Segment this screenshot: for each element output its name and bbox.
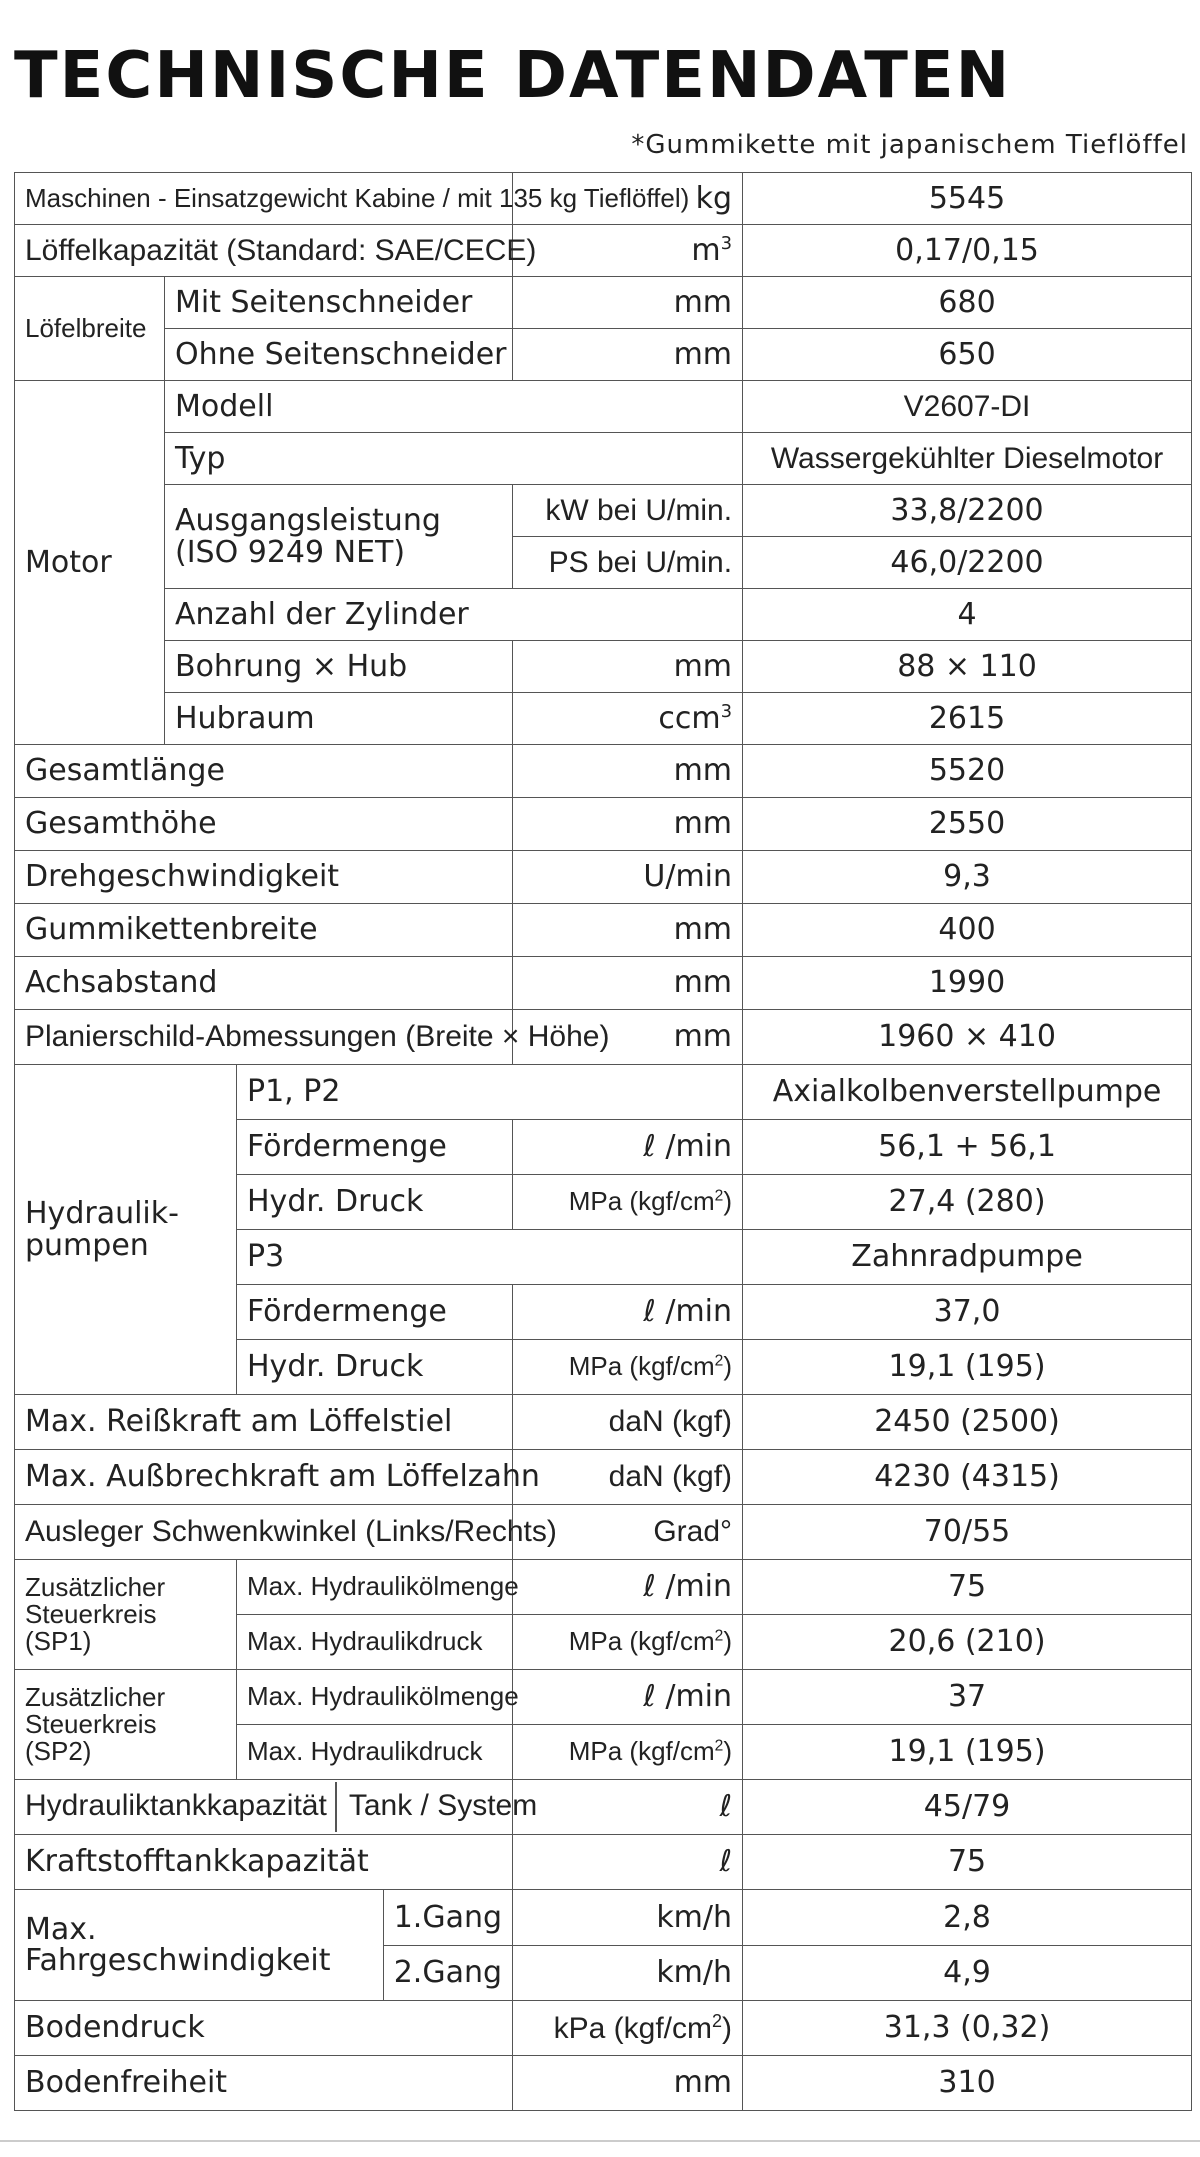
row-value: 0,17/0,15 — [743, 225, 1192, 277]
row-label: Mit Seitenschneider — [165, 277, 513, 329]
row-label: Fördermenge — [237, 1285, 513, 1340]
row-label: P1, P2 — [237, 1065, 743, 1120]
row-label: Maschinen - Einsatzgewicht Kabine / mit 135 kg Tieflöffel) — [15, 173, 513, 225]
table-row — [15, 433, 1192, 485]
row-label: Hydr. Druck — [237, 1340, 513, 1395]
row-value: 45/79 — [743, 1780, 1192, 1835]
row-label: Kraftstofftankkapazität — [15, 1835, 513, 1890]
table-row — [15, 1505, 1192, 1560]
row-unit: mm — [513, 798, 743, 851]
row-unit: daN (kgf) — [513, 1450, 743, 1505]
row-value: 1990 — [743, 957, 1192, 1010]
row-value: 75 — [743, 1835, 1192, 1890]
row-value: 4 — [743, 589, 1192, 641]
row-unit: ℓ — [513, 1835, 743, 1890]
row-label: Bodenfreiheit — [15, 2056, 513, 2111]
table-row — [15, 1890, 1192, 1946]
row-label: Max. Hydraulikölmenge — [237, 1670, 513, 1725]
group-label: Zusätzlicher Steuerkreis (SP2) — [15, 1670, 237, 1780]
row-value: 2,8 — [743, 1890, 1192, 1946]
page-title: TECHNISCHE DATENDATEN — [14, 39, 1012, 113]
row-label: Max. Reißkraft am Löffelstiel — [15, 1395, 513, 1450]
group-label: Löfelbreite — [15, 277, 165, 381]
table-row — [15, 957, 1192, 1010]
row-unit: Grad° — [513, 1505, 743, 1560]
table-row — [15, 693, 1192, 745]
row-label: Typ — [165, 433, 743, 485]
row-unit: U/min — [513, 851, 743, 904]
row-label: Bodendruck — [15, 2001, 513, 2056]
row-label: Drehgeschwindigkeit — [15, 851, 513, 904]
table-row — [15, 1010, 1192, 1065]
row-value: 9,3 — [743, 851, 1192, 904]
row-unit: mm — [513, 904, 743, 957]
row-unit: MPa $(kgf/cm^2)$ — [513, 1175, 743, 1230]
spec-table — [14, 172, 1192, 2111]
table-row — [15, 329, 1192, 381]
row-value: 1960 × 410 — [743, 1010, 1192, 1065]
row-label: Fördermenge — [237, 1120, 513, 1175]
row-label: Gesamtlänge — [15, 745, 513, 798]
row-unit: ℓ /min — [513, 1560, 743, 1615]
row-label: Gesamthöhe — [15, 798, 513, 851]
row-unit: mm — [513, 277, 743, 329]
row-value: 31,3 (0,32) — [743, 2001, 1192, 2056]
row-value: 310 — [743, 2056, 1192, 2111]
row-unit: ℓ /min — [513, 1120, 743, 1175]
row-label: Ohne Seitenschneider — [165, 329, 513, 381]
row-label: Gummikettenbreite — [15, 904, 513, 957]
row-value: 2550 — [743, 798, 1192, 851]
row-value: Axialkolbenverstellpumpe — [743, 1065, 1192, 1120]
row-value: 5520 — [743, 745, 1192, 798]
table-row — [15, 851, 1192, 904]
table-row — [15, 1395, 1192, 1450]
row-value: 20,6 (210) — [743, 1615, 1192, 1670]
row-unit: $m^3$ — [513, 225, 743, 277]
row-label: P3 — [237, 1230, 743, 1285]
row-unit: kPa $(kgf/cm^2)$ — [513, 2001, 743, 2056]
table-row — [15, 1065, 1192, 1120]
row-unit: mm — [513, 957, 743, 1010]
row-label: Achsabstand — [15, 957, 513, 1010]
group-label: Zusätzlicher Steuerkreis (SP1) — [15, 1560, 237, 1670]
row-unit: ℓ — [513, 1780, 743, 1835]
row-label: Planierschild-Abmessungen (Breite × Höhe) — [15, 1010, 513, 1065]
table-row — [15, 1835, 1192, 1890]
row-value: 56,1 + 56,1 — [743, 1120, 1192, 1175]
row-value: 33,8/2200 — [743, 485, 1192, 537]
row-unit: PS bei U/min. — [513, 537, 743, 589]
row-label: Löffelkapazität (Standard: SAE/CECE) — [15, 225, 513, 277]
table-row — [15, 798, 1192, 851]
row-value: 75 — [743, 1560, 1192, 1615]
row-unit: ℓ /min — [513, 1285, 743, 1340]
row-unit: ccm$^3$ — [513, 693, 743, 745]
row-label: Hydrauliktankkapazität Tank / System — [15, 1780, 513, 1835]
row-value: 400 — [743, 904, 1192, 957]
row-value: 2450 (2500) — [743, 1395, 1192, 1450]
row-value: 4230 (4315) — [743, 1450, 1192, 1505]
row-value: 4,9 — [743, 1945, 1192, 2001]
row-value: Wassergekühlter Dieselmotor — [743, 433, 1192, 485]
row-value: V2607-DI — [743, 381, 1192, 433]
row-label: Hubraum — [165, 693, 513, 745]
row-value: 46,0/2200 — [743, 537, 1192, 589]
row-unit: mm — [513, 329, 743, 381]
group-label: Motor — [15, 381, 165, 745]
row-label: Ausgangsleistung (ISO 9249 NET) — [165, 485, 513, 589]
row-unit: MPa $(kgf/cm^2)$ — [513, 1725, 743, 1780]
table-row — [15, 277, 1192, 329]
table-row — [15, 173, 1192, 225]
row-value: 70/55 — [743, 1505, 1192, 1560]
row-value: 88 × 110 — [743, 641, 1192, 693]
row-value: 2615 — [743, 693, 1192, 745]
table-row — [15, 485, 1192, 537]
table-row — [15, 745, 1192, 798]
table-row — [15, 2056, 1192, 2111]
row-value: Zahnradpumpe — [743, 1230, 1192, 1285]
row-unit: daN (kgf) — [513, 1395, 743, 1450]
row-label: Max. Hydraulikdruck — [237, 1615, 513, 1670]
row-unit: km/h — [513, 1945, 743, 2001]
row-value: 19,1 (195) — [743, 1340, 1192, 1395]
row-value: 5545 — [743, 173, 1192, 225]
table-row — [15, 1670, 1192, 1725]
row-unit: ℓ /min — [513, 1670, 743, 1725]
group-label: Hydraulik-pumpen — [15, 1065, 237, 1395]
table-row — [15, 589, 1192, 641]
row-value: 37,0 — [743, 1285, 1192, 1340]
row-unit: mm — [513, 1010, 743, 1065]
table-row — [15, 2001, 1192, 2056]
row-label: Max. Hydraulikölmenge — [237, 1560, 513, 1615]
row-value: 19,1 (195) — [743, 1725, 1192, 1780]
table-row — [15, 225, 1192, 277]
row-value: 37 — [743, 1670, 1192, 1725]
table-row — [15, 381, 1192, 433]
row-label: Ausleger Schwenkwinkel (Links/Rechts) — [15, 1505, 513, 1560]
row-unit: km/h — [513, 1890, 743, 1946]
row-label: Anzahl der Zylinder — [165, 589, 743, 641]
row-unit: mm — [513, 2056, 743, 2111]
footnote: *Gummikette mit japanischem Tieflöffel — [631, 130, 1188, 160]
row-unit: MPa $(kgf/cm^2)$ — [513, 1615, 743, 1670]
row-unit: kW bei U/min. — [513, 485, 743, 537]
divider — [0, 2140, 1200, 2142]
row-value: 27,4 (280) — [743, 1175, 1192, 1230]
table-row — [15, 1780, 1192, 1835]
row-unit: mm — [513, 641, 743, 693]
row-label: Hydr. Druck — [237, 1175, 513, 1230]
table-row — [15, 1450, 1192, 1505]
row-unit: mm — [513, 745, 743, 798]
row-label: Modell — [165, 381, 743, 433]
group-label: Max. Fahrgeschwindigkeit 1.Gang 2.Gang — [15, 1890, 513, 2001]
row-label: Max. Hydraulikdruck — [237, 1725, 513, 1780]
row-unit: kg — [513, 173, 743, 225]
row-label: Bohrung × Hub — [165, 641, 513, 693]
row-unit: MPa $(kgf/cm^2)$ — [513, 1340, 743, 1395]
table-row — [15, 1560, 1192, 1615]
row-value: 680 — [743, 277, 1192, 329]
table-row — [15, 904, 1192, 957]
table-row — [15, 641, 1192, 693]
row-value: 650 — [743, 329, 1192, 381]
row-label: Max. Außbrechkraft am Löffelzahn — [15, 1450, 513, 1505]
